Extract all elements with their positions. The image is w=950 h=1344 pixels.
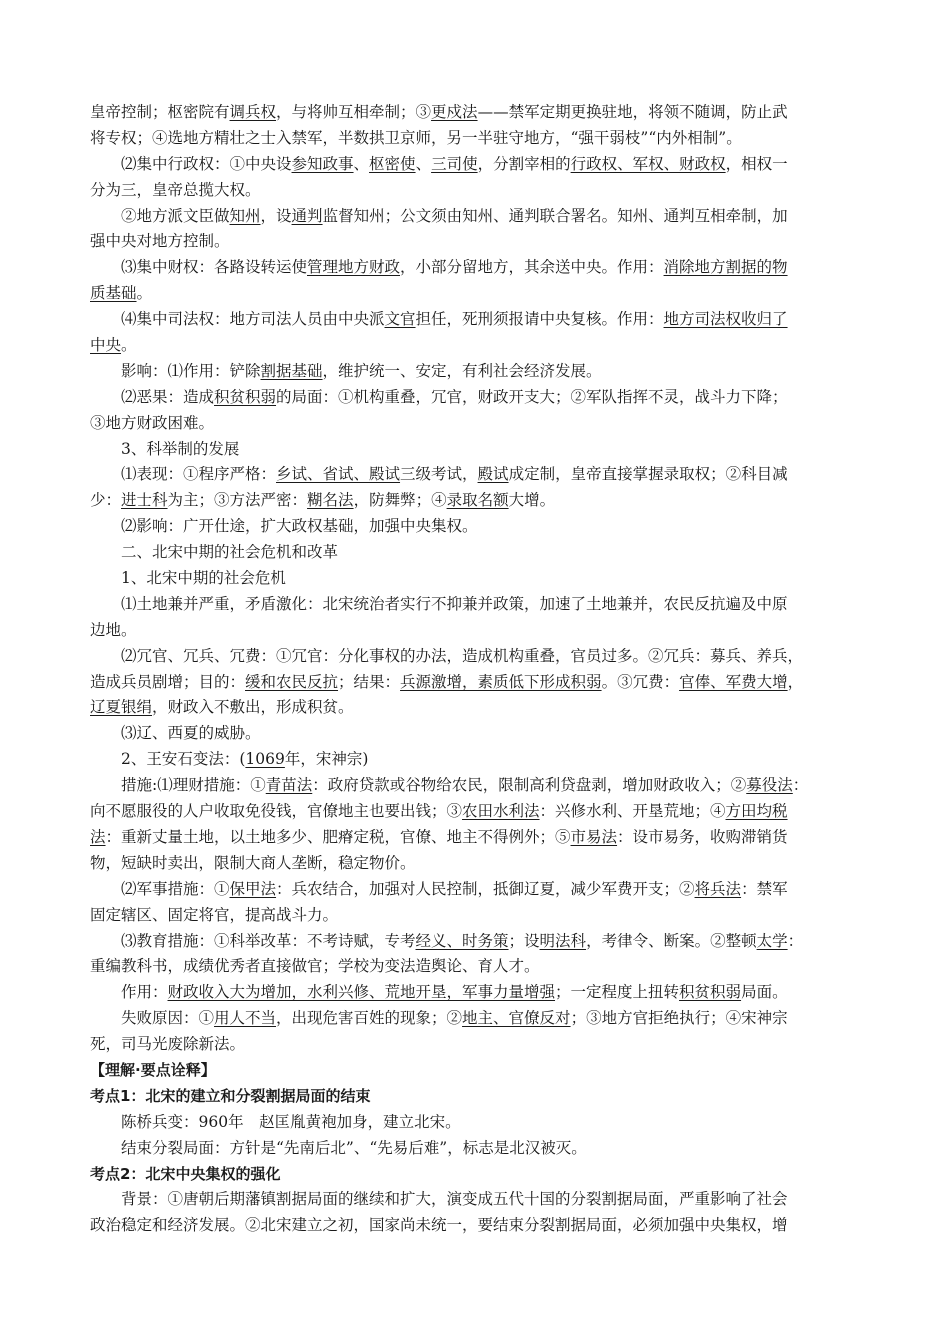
text-segment: ⑵恶果：造成 — [121, 387, 215, 406]
underlined-key-term: 三司使 — [431, 154, 478, 173]
section-heading — [90, 1058, 860, 1084]
text-segment: ，考律令、断案。②整顿 — [586, 931, 757, 950]
text-segment: ，出现危害百姓的现象；② — [276, 1009, 463, 1028]
text-line — [90, 437, 860, 463]
text-line — [90, 100, 860, 126]
text-line — [90, 799, 860, 825]
underlined-key-term: 枢密使 — [369, 154, 416, 173]
text-segment: 3、科举制的发展 — [121, 439, 240, 458]
underlined-key-term: 调兵权 — [229, 103, 277, 121]
text-line — [90, 903, 860, 929]
underlined-key-term: 1069 — [245, 750, 285, 769]
text-line — [90, 644, 860, 670]
text-line — [90, 255, 860, 281]
text-segment: 。 — [121, 336, 137, 355]
text-line — [90, 178, 860, 204]
underlined-key-term: 官俸、军费大增 — [679, 672, 788, 691]
text-line — [90, 152, 860, 178]
underlined-key-term: 割据基础 — [260, 361, 323, 380]
text-segment: ；结果： — [338, 672, 401, 691]
underlined-key-term: 方田均税 — [725, 802, 788, 821]
text-segment: 将专权；④选地方精壮之士入禁军，半数拱卫京师，另一半驻守地方，“强干弱枝”“内外相制”。 — [90, 128, 742, 147]
underlined-key-term: 募役法 — [746, 776, 793, 795]
text-segment: 、 — [353, 154, 370, 173]
underlined-key-term: 知州 — [229, 206, 261, 225]
text-line — [90, 1032, 860, 1058]
text-line — [90, 307, 860, 333]
text-segment: ⑵冗官、冗兵、冗费：①冗官：分化事权的办法，造成机构重叠，官员过多。②冗兵：募兵、养兵， — [121, 646, 804, 665]
underlined-key-term: 农田水利法 — [462, 802, 540, 821]
text-segment: 年，宋神宗) — [284, 750, 369, 769]
text-segment: ，维护统一、安定，有利社会经济发展。 — [322, 361, 602, 380]
text-segment: 考点1：北宋的建立和分裂割据局面的结束 — [90, 1086, 371, 1105]
underlined-key-term: 积贫积弱 — [214, 387, 277, 406]
text-segment: ，财政入不敷出，形成积贫。 — [152, 698, 354, 717]
text-segment: ，小部分留地方，其余送中央。作用： — [400, 258, 664, 277]
text-line — [90, 1187, 860, 1213]
text-segment: ；设 — [508, 931, 540, 950]
text-segment: 背景：①唐朝后期藩镇割据局面的继续和扩大，演变成五代十国的分裂割据局面，严重影响了社会 — [121, 1190, 788, 1209]
text-line — [90, 281, 860, 307]
text-segment: ，设 — [260, 206, 292, 225]
text-segment: 重编教科书，成绩优秀者直接做官；学校为变法造舆论、育人才。 — [90, 957, 540, 976]
text-line — [90, 773, 860, 799]
underlined-key-term: 积贫积弱 — [679, 983, 742, 1002]
text-segment: ， — [787, 672, 804, 691]
text-segment: 2、王安石变法：( — [121, 750, 246, 769]
text-line — [90, 514, 860, 540]
text-segment: ⑶集中财权：各路设转运使 — [121, 258, 308, 277]
text-line — [90, 411, 860, 437]
text-line — [90, 488, 860, 514]
text-line — [90, 980, 860, 1006]
underlined-key-term: 财政收入大为增加，水利兴修、荒地开垦，军事力量增强 — [167, 983, 556, 1002]
underlined-key-term: 太学 — [756, 931, 788, 950]
text-segment: ⑵影响：广开仕途，扩大政权基础，加强中央集权。 — [121, 517, 478, 536]
text-line — [90, 695, 860, 721]
text-segment: ⑶教育措施：①科举改革：不考诗赋，专考 — [121, 931, 416, 950]
text-segment: 作用： — [121, 983, 168, 1002]
section-heading — [90, 1162, 860, 1188]
text-segment: 政治稳定和经济发展。②北宋建立之初，国家尚未统一，要结束分裂割据局面，必须加强中央集权，增 — [90, 1216, 788, 1235]
underlined-key-term: 乡试、省试、殿试 — [276, 465, 401, 484]
text-segment: 大增。 — [508, 491, 556, 510]
text-segment: ②地方派文臣做 — [121, 206, 230, 225]
text-line — [90, 1213, 860, 1239]
underlined-key-term: 辽夏银绢 — [90, 698, 153, 717]
text-line — [90, 670, 860, 696]
text-line — [90, 618, 860, 644]
text-segment: 三级考试， — [400, 465, 478, 484]
underlined-key-term: 兵源激增，素质低下形成积弱 — [400, 672, 602, 691]
underlined-key-term: 市易法 — [570, 827, 618, 846]
text-segment: ，相权一 — [725, 154, 788, 173]
text-segment: ： — [792, 776, 809, 795]
underlined-key-term: 明法科 — [539, 931, 587, 950]
text-segment: ；③地方官拒绝执行；④宋神宗 — [570, 1009, 788, 1028]
text-segment: 固定辖区、固定将官，提高战斗力。 — [90, 905, 339, 924]
text-segment: 二、北宋中期的社会危机和改革 — [121, 543, 339, 562]
text-segment: ；一定程度上扭转 — [555, 983, 680, 1002]
text-segment: ⑶辽、西夏的威胁。 — [121, 724, 261, 743]
text-segment: 考点2：北宋中央集权的强化 — [90, 1164, 281, 1183]
text-line — [90, 359, 860, 385]
text-segment: ，防舞弊；④ — [353, 491, 447, 510]
text-segment: ：政府贷款或谷物给农民，限制高利贷盘剥，增加财政收入；② — [312, 776, 747, 795]
underlined-key-term: 管理地方财政 — [307, 258, 401, 277]
text-line — [90, 566, 860, 592]
text-segment: 向不愿服役的人户收取免役钱，官僚地主也要出钱；③ — [90, 802, 463, 821]
underlined-key-term: 行政权、军权、财政权 — [570, 154, 726, 173]
underlined-key-term: 文官 — [384, 310, 416, 329]
underlined-key-term: 地主、官僚反对 — [462, 1009, 571, 1028]
underlined-key-term: 更戍法 — [431, 103, 478, 121]
text-line — [90, 721, 860, 747]
document-body — [90, 100, 860, 1239]
text-segment: ：禁军 — [741, 879, 788, 898]
text-segment: 措施:⑴理财措施：① — [121, 776, 266, 795]
text-line — [90, 592, 860, 618]
text-line — [90, 747, 860, 773]
text-segment: 陈桥兵变：960年 赵匡胤黄袍加身，建立北宋。 — [121, 1112, 461, 1131]
text-segment: ——禁军定期更换驻地，将领不随调，防止武 — [477, 103, 788, 121]
text-line — [90, 851, 860, 877]
text-segment: 少： — [90, 491, 122, 510]
text-line — [90, 204, 860, 230]
text-segment: 的局面：①机构重叠，冗官，财政开支大；②军队指挥不灵，战斗力下降； — [276, 387, 788, 406]
underlined-key-term: 进士科 — [121, 491, 168, 510]
underlined-key-term: 保甲法 — [229, 879, 277, 898]
text-segment: ⑵集中行政权：①中央设 — [121, 154, 292, 173]
text-segment: ⑴表现：①程序严格： — [121, 465, 277, 484]
text-segment: 失败原因：① — [121, 1009, 215, 1028]
underlined-key-term: 地方司法权收归了 — [663, 310, 788, 329]
text-segment: 局面。 — [741, 983, 788, 1002]
text-segment: ：兴修水利、开垦荒地；④ — [539, 802, 726, 821]
text-segment: 造成兵员剧增；目的： — [90, 672, 246, 691]
underlined-key-term: 用人不当 — [214, 1009, 277, 1028]
underlined-key-term: 法 — [90, 827, 106, 846]
text-segment: 担任，死刑须报请中央复核。作用： — [415, 310, 664, 329]
text-segment: ⑷集中司法权：地方司法人员由中央派 — [121, 310, 385, 329]
underlined-key-term: 通判 — [291, 206, 323, 225]
text-segment: 。③冗费： — [601, 672, 680, 691]
text-segment: ⑴土地兼并严重，矛盾激化：北宋统治者实行不抑兼并政策，加速了土地兼并，农民反抗遍及中原 — [121, 594, 788, 613]
text-line — [90, 333, 860, 359]
text-segment: ：设市易务，收购滞销货 — [617, 827, 788, 846]
underlined-key-term: 中央 — [90, 336, 122, 355]
text-segment: 。 — [136, 284, 153, 303]
text-line — [90, 1136, 860, 1162]
underlined-key-term: 录取名额 — [446, 491, 509, 510]
underlined-key-term: 糊名法 — [307, 491, 354, 510]
text-segment: ： — [787, 931, 804, 950]
text-segment: 结束分裂局面：方针是“先南后北”、“先易后难”，标志是北汉被灭。 — [121, 1138, 587, 1157]
underlined-key-term: 殿试 — [477, 465, 509, 484]
text-segment: ：重新丈量土地，以土地多少、肥瘠定税，官僚、地主不得例外；⑤ — [105, 827, 571, 846]
text-line — [90, 954, 860, 980]
text-segment: 影响：⑴作用：铲除 — [121, 361, 261, 380]
text-line — [90, 1110, 860, 1136]
underlined-key-term: 参知政事 — [291, 154, 354, 173]
text-segment: 边地。 — [90, 620, 137, 639]
underlined-key-term: 青苗法 — [265, 776, 313, 795]
underlined-key-term: 消除地方割据的物 — [663, 258, 788, 277]
text-line — [90, 825, 860, 851]
text-line — [90, 1006, 860, 1032]
text-segment: 死，司马光废除新法。 — [90, 1035, 246, 1054]
text-segment: ，与将帅互相牵制；③ — [276, 103, 432, 121]
text-segment: 分为三，皇帝总揽大权。 — [90, 180, 261, 199]
underlined-key-term: 将兵法 — [694, 879, 742, 898]
text-segment: 成定制，皇帝直接掌握录取权；②科目减 — [508, 465, 788, 484]
text-segment: 【理解·要点诠释】 — [90, 1060, 216, 1079]
text-segment: ⑵军事措施：① — [121, 879, 230, 898]
text-line — [90, 540, 860, 566]
text-segment: ，分割宰相的 — [477, 154, 571, 173]
text-line — [90, 877, 860, 903]
text-segment: ③地方财政困难。 — [90, 413, 215, 432]
section-heading — [90, 1084, 860, 1110]
text-segment: 为主；③方法严密： — [167, 491, 308, 510]
text-segment: 、 — [415, 154, 432, 173]
text-segment: 强中央对地方控制。 — [90, 232, 230, 251]
text-line — [90, 385, 860, 411]
text-segment: 皇帝控制；枢密院有 — [90, 103, 230, 121]
text-line — [90, 929, 860, 955]
text-line — [90, 462, 860, 488]
underlined-key-term: 质基础 — [90, 284, 137, 303]
text-line — [90, 229, 860, 255]
text-segment: 监督知州；公文须由知州、通判联合署名。知州、通判互相牵制，加 — [322, 206, 788, 225]
text-line — [90, 126, 860, 152]
text-segment: ：兵农结合，加强对人民控制，抵御辽夏，减少军费开支；② — [276, 879, 695, 898]
text-segment: 物，短缺时卖出，限制大商人垄断，稳定物价。 — [90, 853, 416, 872]
underlined-key-term: 经义、时务策 — [415, 931, 509, 950]
underlined-key-term: 缓和农民反抗 — [245, 672, 339, 691]
text-segment: 1、北宋中期的社会危机 — [121, 569, 286, 588]
